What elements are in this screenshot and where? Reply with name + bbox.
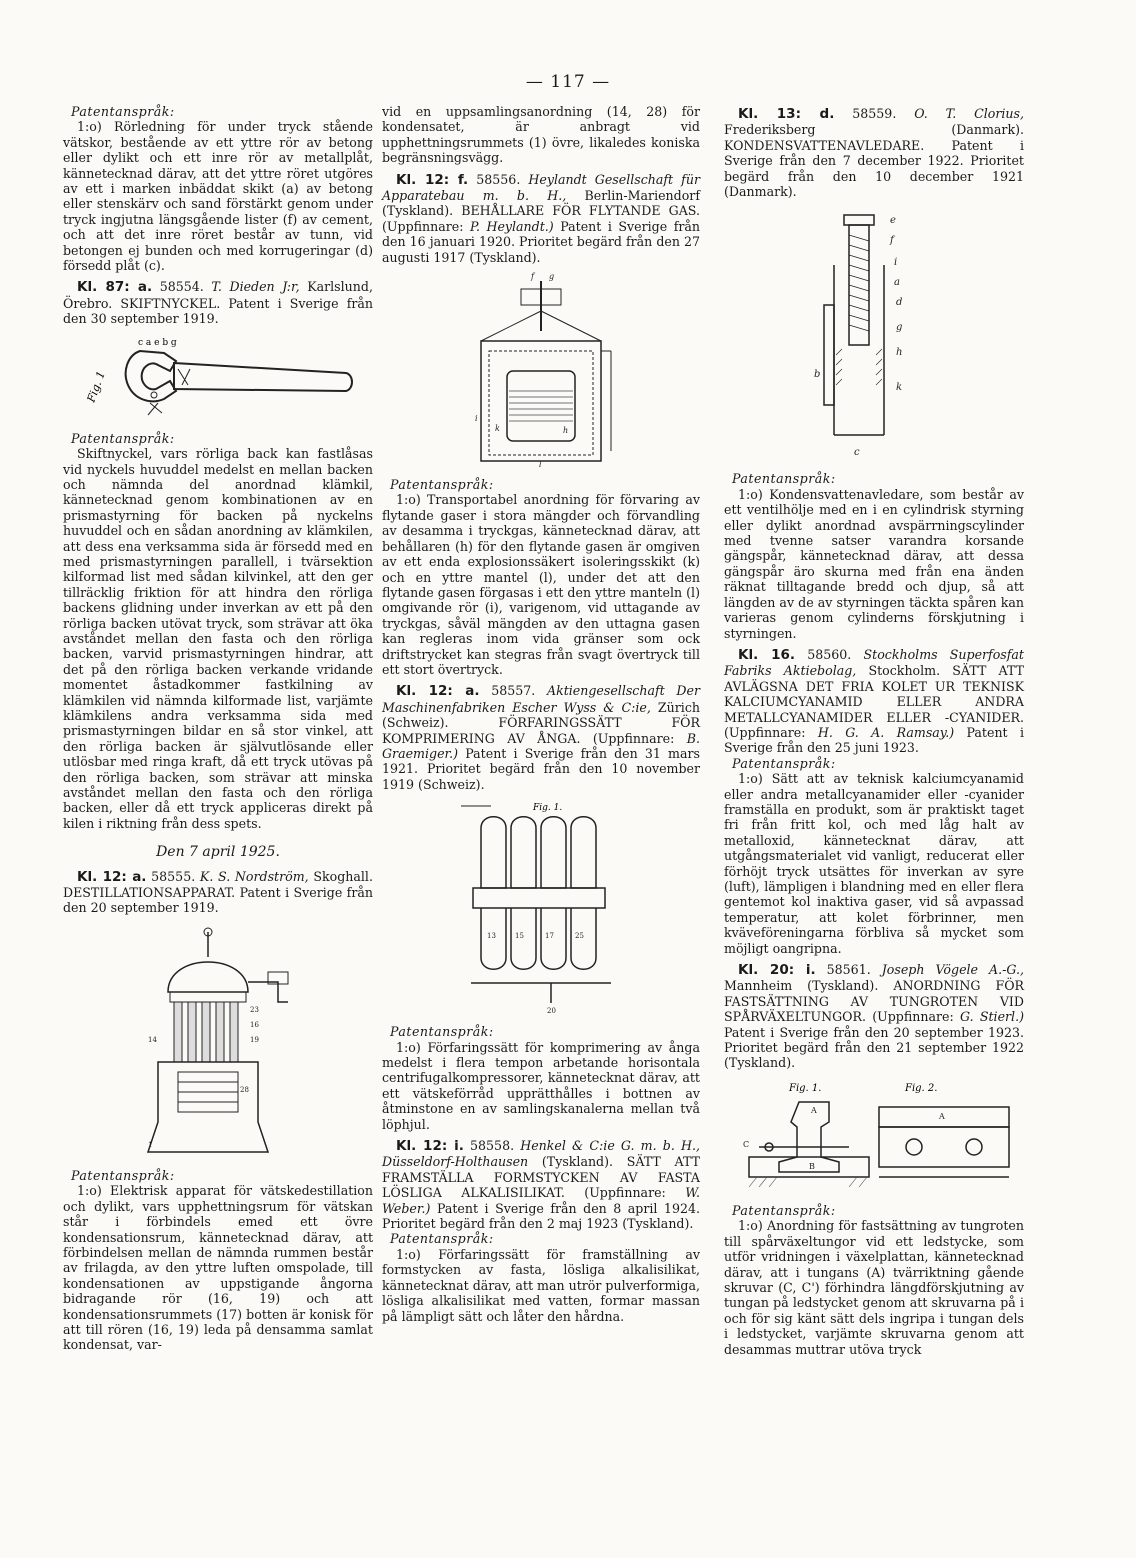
claims-text: 1:o) Anordning för fastsättning av tungroten till spårväxeltungor vid ett ledstycke, som utför vridningen i växelplattan, kännetecknad därav, att i tungans (A) tvärriktning gående skruvar (C, C') förhindra längdförskjutning av tungan på ledstycket genom att skruvarna på i och för sig känt sätt dels ingripa i tungan dels i ledstycket, varjämte skruvarna genom att desammas muttrar utöva tryck <box>724 1218 1024 1357</box>
column-1 <box>63 104 373 1353</box>
svg-text:k: k <box>495 424 500 434</box>
applicant-name: O. T. Clorius, <box>914 106 1024 121</box>
svg-text:f: f <box>531 272 534 282</box>
patent-entry-58559 <box>724 106 1024 199</box>
svg-text:19: 19 <box>250 1035 259 1044</box>
patent-entry-58556 <box>382 172 700 265</box>
inventor-name: B. Graemiger.) <box>382 730 700 761</box>
figure-label: Fig. 1 <box>84 369 108 404</box>
applicant-name: K. S. Nordström, <box>199 868 309 884</box>
claims-label: Patentanspråk: <box>71 104 175 119</box>
claims-label: Patentanspråk: <box>71 430 175 446</box>
class-label: Kl. 87: a. <box>77 279 153 296</box>
page-number: — 117 — <box>525 72 611 92</box>
svg-text:17: 17 <box>545 932 554 941</box>
svg-text:A: A <box>811 1105 817 1115</box>
patent-details: Mannheim (Tyskland). ANORDNING FÖR FASTSÄTTNING AV TUNGROTEN VID SPÅRVÄXELTUNGOR. (Uppfinnare: <box>724 978 1024 1025</box>
steam-compressor-figure <box>451 798 631 1018</box>
class-label: Kl. 12: i. <box>396 1138 464 1155</box>
patent-entry-58557 <box>382 683 700 792</box>
claims-label: Patentanspråk: <box>732 755 836 771</box>
claims-text: Skiftnyckel, vars rörliga back kan fastlåsas vid nyckels huvuddel medelst en mellan backen och nämnda del anordnad klämkil, kännetecknad genom kombinationen av en prismastyrning för backen på nyckelns huvuddel och en sådan anordning av klämkilen, att dess ena verksamma sida är försedd med en med prismastyrningen parallell, i tvärsektion kilformad list med sådan kilvinkel, att den ger tillräcklig friktion för att hindra den rörliga backens glidning under inverkan av ett på den rörliga backen utövat tryck, som strävar att öka avståndet mellan den fasta och den rörliga backen, varvid prismastyrningen hindrar, att det på den rörliga backen verkande vridande momentet åstadkommer fastkilning av klämkilen vid nämnda kilformade list, varjämte klämkilens andra verksamma sida med prismastyrningen bildar en så stor vinkel, att den rörliga backen är självutlösande eller utlösbar med ringa kraft, då ett tryck utövas på den rörliga backen, som strävar att minska avståndet mellan den fasta och den rörliga backen, eller då ett tryck appliceras direkt på kilen i riktning från dess spets. <box>63 446 373 831</box>
applicant-name: Henkel & C:ie G. m. b. H., Düsseldorf-Holthausen <box>382 1138 700 1170</box>
patent-details: Skoghall. DESTILLATIONSAPPARAT. Patent i Sverige från den 20 september 1919. <box>63 868 373 916</box>
class-label: Kl. 12: a. <box>396 683 480 700</box>
date-heading: Den 7 april 1925. <box>156 844 280 861</box>
svg-text:25: 25 <box>575 932 584 941</box>
class-label: Kl. 12: f. <box>396 171 469 188</box>
class-label: Kl. 13: d. <box>738 106 835 122</box>
svg-text:16: 16 <box>250 1020 259 1029</box>
patent-dates: Patent i Sverige från den 25 juni 1923. <box>724 724 1024 756</box>
patent-number: 58560. <box>807 646 852 662</box>
applicant-name: Aktiengesellschaft Der Maschinenfabriken Escher Wyss & C:ie, <box>382 683 700 715</box>
claims-label: Patentanspråk: <box>390 1024 494 1040</box>
distillation-apparatus-figure <box>118 922 318 1162</box>
applicant-name: Joseph Vögele A.-G., <box>881 962 1024 978</box>
svg-text:13: 13 <box>487 932 496 941</box>
claims-label: Patentanspråk: <box>390 1231 494 1247</box>
class-label: Kl. 16. <box>738 646 796 663</box>
switch-tongue-figure <box>729 1077 1019 1197</box>
svg-text:i: i <box>894 257 898 269</box>
patent-details: Berlin-Mariendorf (Tyskland). BEHÅLLARE FÖR FLYTANDE GAS. (Uppfinnare: <box>382 188 700 234</box>
patent-details: Zürich (Schweiz). FÖRFARINGSSÄTT FÖR KOMPRIMERING AV ÅNGA. (Uppfinnare: <box>382 699 700 746</box>
svg-text:14: 14 <box>148 1035 157 1044</box>
claims-label: Patentanspråk: <box>71 1167 175 1183</box>
svg-text:f: f <box>890 235 894 247</box>
condensate-drain-figure <box>814 205 934 465</box>
patent-details: Karlslund, Örebro. SKIFTNYCKEL. Patent i Sverige från den 30 september 1919. <box>63 279 373 327</box>
patent-entry-58555 <box>63 869 373 916</box>
svg-text:g: g <box>549 272 555 282</box>
svg-text:C: C <box>743 1139 750 1149</box>
svg-text:a: a <box>894 277 900 289</box>
claims-text: 1:o) Kondensvattenavledare, som består av ett ventilhölje med en i en cylindrisk styrning eller dylikt anordnad avspärrningscylinder med tvenne satser varandra korsande gängspår, kännetecknad därav, att dessa gängspår äro skurna med från ena änden räknat tilltagande bredd och djup, så att längden av de av styrningen täckta spåren kan varieras genom cylinderns förskjutning i styrningen. <box>724 486 1024 641</box>
figure-label: Fig. 2. <box>905 1082 938 1094</box>
svg-text:e: e <box>890 215 896 227</box>
patent-entry-58554 <box>63 279 373 326</box>
svg-text:h: h <box>563 426 569 436</box>
figure-label: Fig. 1. <box>789 1082 822 1094</box>
svg-text:i: i <box>475 414 478 424</box>
claims-label: Patentanspråk: <box>732 1202 836 1218</box>
patent-dates: Patent i Sverige från den 16 januari 1920. Prioritet begärd från den 27 augusti 1917 (Tyskland). <box>382 218 700 265</box>
svg-text:l: l <box>539 460 542 470</box>
svg-text:b: b <box>814 369 821 381</box>
svg-text:h: h <box>896 347 903 359</box>
patent-number: 58555. <box>151 868 196 884</box>
claims-text: 1:o) Elektrisk apparat för vätskedestillation och dylikt, vars upphettningsrum för vätskan står i förbindels emed ett övre kondensationsrum, kännetecknad därav, att förbindelsen mellan de nämnda rummen består av frilagda, av den yttre luften omspolade, till kondensationen av uppstigande ångorna bidragande rör (16, 19) och att kondensationsrummets (17) botten är konisk för att till rören (16, 19) leda på densamma samlat kondensat, var- <box>63 1183 373 1353</box>
patent-number: 58561. <box>826 962 871 978</box>
gas-container-figure <box>451 271 631 471</box>
svg-text:g: g <box>896 322 903 334</box>
patent-number: 58556. <box>476 171 521 187</box>
figure-label: Fig. 1. <box>533 803 563 814</box>
column-3 <box>724 106 1024 1357</box>
patent-number: 58559. <box>852 106 897 121</box>
svg-text:k: k <box>896 382 903 394</box>
wrench-figure <box>78 333 358 425</box>
svg-text:c a e b g: c a e b g <box>138 337 177 348</box>
claims-label: Patentanspråk: <box>732 471 836 487</box>
svg-text:A: A <box>939 1111 945 1121</box>
patent-entry-58558 <box>382 1138 700 1231</box>
class-label: Kl. 12: a. <box>77 868 147 885</box>
inventor-name: W. Weber.) <box>382 1185 700 1216</box>
inventor-name: H. G. A. Ramsay.) <box>817 724 955 740</box>
claims-text: 1:o) Förfaringssätt för komprimering av ånga medelst i flera tempon arbetande horisontala centrifugalkompressorer, kännetecknat därav, att ett vätskeförråd upprätthålles i bottnen av åtminstone en av samlingskanalerna mellan två löphjul. <box>382 1039 700 1132</box>
patent-number: 58554. <box>159 279 204 295</box>
svg-text:c: c <box>854 447 860 459</box>
inventor-name: P. Heylandt.) <box>470 218 554 234</box>
patent-number: 58557. <box>491 683 536 699</box>
applicant-name: Stockholms Superfosfat Fabriks Aktiebolag, <box>724 646 1024 679</box>
svg-text:23: 23 <box>250 1005 259 1014</box>
inventor-name: G. Stierl.) <box>959 1009 1024 1025</box>
patent-entry-58560 <box>724 647 1024 756</box>
patent-details: (Tyskland). SÄTT ATT FRAMSTÄLLA FORMSTYCKEN AV FASTA LÖSLIGA ALKALISILIKAT. (Uppfinnare: <box>382 1154 700 1201</box>
svg-text:28: 28 <box>240 1085 249 1094</box>
patent-dates: Patent i Sverige från den 8 april 1924. Prioritet begärd från den 2 maj 1923 (Tyskland). <box>382 1200 700 1232</box>
claims-text: 1:o) Rörledning för under tryck stående vätskor, bestående av ett yttre rör av betong eller dylikt och ett inre rör av metallplåt, kännetecknad därav, att det yttre röret utgöres av ett i marken inbäddat skikt (a) av betong eller stenskärv och sand förstärkt genom under tryck ingjutna längsgående lister (f) av cement, och att det inre röret består av tunn, vid betongen ej bunden och med korrugeringar (d) försedd plåt (c). <box>63 119 373 274</box>
applicant-name: Heylandt Gesellschaft für Apparatebau m. b. H., <box>382 171 700 204</box>
claims-text: 1:o) Sätt att av teknisk kalciumcyanamid eller andra metallcyanamider eller -cyanider framställa en produkt, som är praktiskt taget fri från fritt kol, och med låg halt av metalloxid, kännetecknat därav, att utgångsmaterialet vid vanligt, reducerat eller förhöjt tryck utsättes för inverkan av syre (luft), lämpligen i blandning med en eller flera gentemot kol inaktiva gaser, vid så avpassad temperatur, att kolet förbrinner, men kväveföreningarna förbliva så mycket som möjligt oangripna. <box>724 771 1024 956</box>
svg-text:15: 15 <box>515 932 524 941</box>
patent-details: Stockholm. SÄTT ATT AVLÄGSNA DET FRIA KOLET UR TEKNISK KALCIUMCYANAMID ELLER ANDRA METALLCYANAMIDER ELLER -CYANIDER. (Uppfinnare: <box>724 663 1024 740</box>
claims-text: 1:o) Förfaringssätt för framställning av formstycken av fasta, lösliga alkalisilikat, kännetecknat därav, att man utrör pulverformiga, lösliga alkalisilikat med vatten, formar massan på lämpligt sätt och låter den hårdna. <box>382 1246 701 1324</box>
claims-text: 1:o) Transportabel anordning för förvaring av flytande gaser i stora mängder och förvandling av desamma i tryckgas, kännetecknad därav, att behållaren (h) för den flytande gasen är omgiven av ett enda explosionssäkert isoleringsskikt (k) och en yttre mantel (l), under det att den flytande gasen förgasas i ett den yttre manteln (l) omgivande rör (i), varigenom, vid uttagande av tryckgas, såväl mängden av den uttagna gasen kan regleras inom vida gränser som ock driftstrycket kan stegras från svagt övertryck till ett stort övertryck. <box>382 492 700 677</box>
class-label: Kl. 20: i. <box>738 962 816 979</box>
patent-entry-58561 <box>724 962 1024 1071</box>
svg-text:20: 20 <box>547 1007 556 1016</box>
patent-dates: Patent i Sverige från den 20 september 1923. Prioritet begärd från den 21 september 1922 (Tyskland). <box>724 1024 1024 1071</box>
patent-details: Frederiksberg (Danmark). KONDENSVATTENAVLEDARE. Patent i Sverige från den 7 december 1922. Prioritet begärd från den 10 december 1921 (Danmark). <box>724 122 1024 200</box>
claims-label: Patentanspråk: <box>390 477 494 493</box>
column-2 <box>382 104 700 1324</box>
claims-continuation: vid en uppsamlingsanordning (14, 28) för kondensatet, är anbragt vid upphettningsrummets (1) övre, likaledes koniska begränsningsvägg. <box>382 104 700 166</box>
svg-text:1: 1 <box>148 1140 153 1149</box>
patent-number: 58558. <box>470 1138 515 1154</box>
svg-text:d: d <box>896 297 903 309</box>
patent-dates: Patent i Sverige från den 31 mars 1921. Prioritet begärd från den 10 november 1919 (Schweiz). <box>382 745 700 792</box>
applicant-name: T. Dieden J:r, <box>211 279 300 295</box>
svg-text:B: B <box>809 1161 815 1171</box>
